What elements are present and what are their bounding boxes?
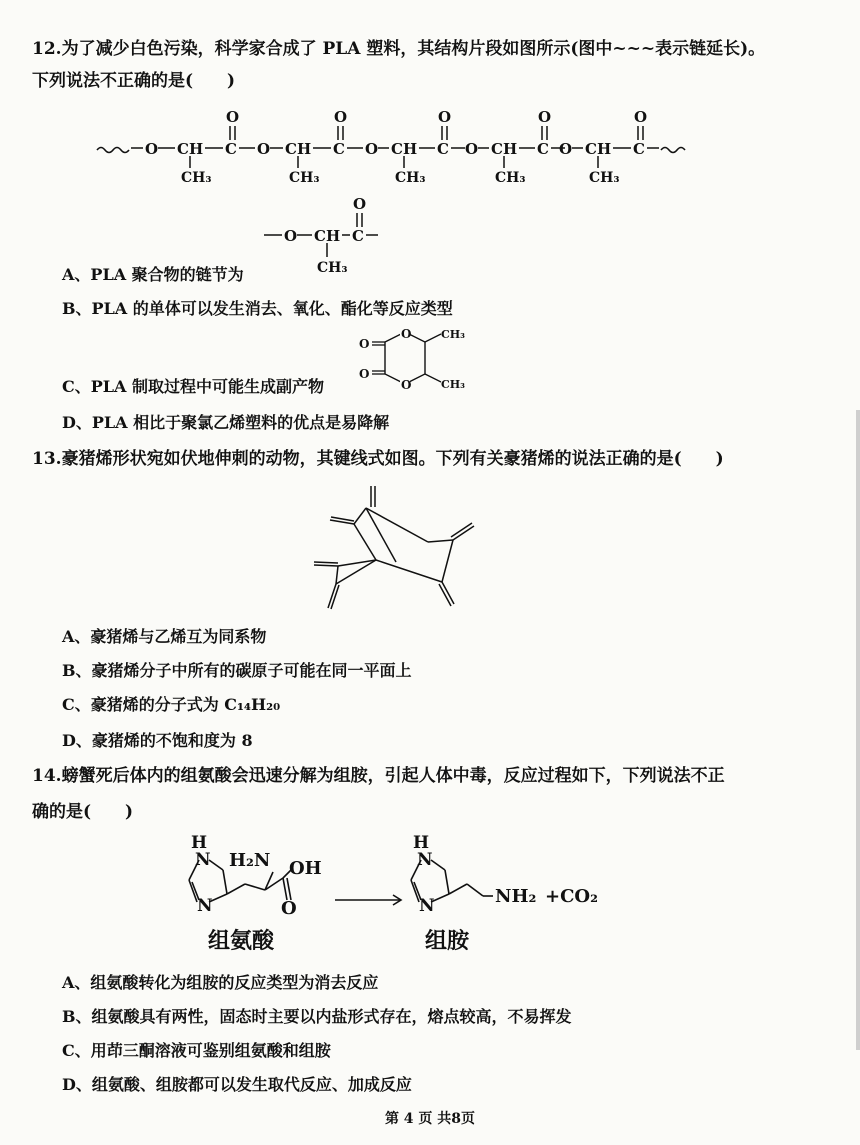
hist-n-bottom: N [419, 896, 435, 916]
chain-ch-2: CH [285, 140, 312, 158]
q14-stem-line2: 确的是( ) [32, 802, 134, 822]
chain-ch-4: CH [491, 140, 518, 158]
his-h2n-label: H₂N [229, 850, 271, 871]
chain-o-dbl-4: O [538, 108, 552, 126]
chain-o-3: O [365, 140, 379, 158]
q12-option-d: D、PLA 相比于聚氯乙烯塑料的优点是易降解 [62, 413, 390, 432]
ring-ch3-bottom: CH₃ [441, 378, 465, 391]
chain-ch-3: CH [391, 140, 418, 158]
chain-c-4: C [537, 140, 549, 158]
cyclic-diester-structure [355, 328, 465, 400]
histidine-name: 组氨酸 [208, 928, 275, 954]
hist-h-label: H [413, 833, 430, 853]
unit-o-dbl: O [353, 195, 367, 213]
chain-ch3-5: CH₃ [589, 170, 620, 186]
chain-o-2: O [257, 140, 271, 158]
pla-repeat-unit-structure [262, 195, 382, 280]
ring-o-bottom: O [401, 378, 412, 392]
porcupine-ene-structure [308, 480, 483, 615]
co2-label: +CO₂ [545, 886, 598, 907]
his-oh-label: OH [289, 858, 322, 879]
chain-o-1: O [145, 140, 159, 158]
q12-option-c: C、PLA 制取过程中可能生成副产物 [62, 377, 325, 396]
chain-ch3-2: CH₃ [289, 170, 320, 186]
unit-c: C [352, 227, 364, 245]
q14-option-b: B、组氨酸具有两性，固态时主要以内盐形式存在，熔点较高，不易挥发 [62, 1007, 572, 1026]
hist-nh2-label: NH₂ [495, 886, 537, 907]
chain-c-1: C [225, 140, 237, 158]
scan-edge-shadow [856, 410, 860, 1050]
histidine-reaction-scheme [175, 830, 625, 960]
q14-option-d: D、组氨酸、组胺都可以发生取代反应、加成反应 [62, 1075, 412, 1094]
unit-ch3: CH₃ [317, 260, 348, 276]
chain-c-5: C [633, 140, 645, 158]
q14-option-a: A、组氨酸转化为组胺的反应类型为消去反应 [62, 973, 379, 992]
chain-ch3-1: CH₃ [181, 170, 212, 186]
q13-option-b: B、豪猪烯分子中所有的碳原子可能在同一平面上 [62, 661, 412, 680]
chain-c-2: C [333, 140, 345, 158]
q12-stem-line2: 下列说法不正确的是( ) [32, 71, 236, 91]
q13-option-d: D、豪猪烯的不饱和度为 8 [62, 731, 253, 750]
chain-o-dbl-3: O [438, 108, 452, 126]
q12-option-a: A、PLA 聚合物的链节为 [62, 265, 244, 284]
page-footer: 第 4 页 共8页 [384, 1111, 476, 1127]
chain-o-dbl-1: O [226, 108, 240, 126]
q13-stem: 13.豪猪烯形状宛如伏地伸刺的动物，其键线式如图。下列有关豪猪烯的说法正确的是( ) [32, 449, 724, 469]
ring-o-top: O [401, 328, 412, 341]
q14-stem-line1: 14.螃蟹死后体内的组氨酸会迅速分解为组胺，引起人体中毒，反应过程如下，下列说法不正 [32, 766, 725, 786]
unit-ch: CH [314, 227, 341, 245]
ring-keto-o-top: O [359, 337, 370, 351]
hist-n-top: N [417, 850, 433, 870]
q12-stem-line1: 12.为了减少白色污染，科学家合成了 PLA 塑料，其结构片段如图所示(图中~~~表示链延长)。 [32, 39, 766, 59]
unit-o: O [284, 227, 298, 245]
chain-o-dbl-5: O [634, 108, 648, 126]
his-n-bottom: N [197, 896, 213, 916]
ring-keto-o-bottom: O [359, 367, 370, 381]
chain-ch3-4: CH₃ [495, 170, 526, 186]
q12-option-b: B、PLA 的单体可以发生消去、氧化、酯化等反应类型 [62, 299, 453, 318]
chain-c-3: C [437, 140, 449, 158]
chain-o-5: O [559, 140, 573, 158]
chain-ch-5: CH [585, 140, 612, 158]
his-n-top: N [195, 850, 211, 870]
his-o-label: O [281, 898, 297, 919]
chain-ch-1: CH [177, 140, 204, 158]
q13-option-c: C、豪猪烯的分子式为 C₁₄H₂₀ [62, 695, 281, 714]
pla-chain-structure [95, 100, 695, 195]
ring-ch3-top: CH₃ [441, 328, 465, 341]
chain-o-4: O [465, 140, 479, 158]
chain-ch3-3: CH₃ [395, 170, 426, 186]
chain-o-dbl-2: O [334, 108, 348, 126]
his-h-label: H [191, 833, 208, 853]
q13-option-a: A、豪猪烯与乙烯互为同系物 [62, 627, 267, 646]
histamine-name: 组胺 [425, 928, 470, 954]
q14-option-c: C、用茚三酮溶液可鉴别组氨酸和组胺 [62, 1041, 331, 1060]
